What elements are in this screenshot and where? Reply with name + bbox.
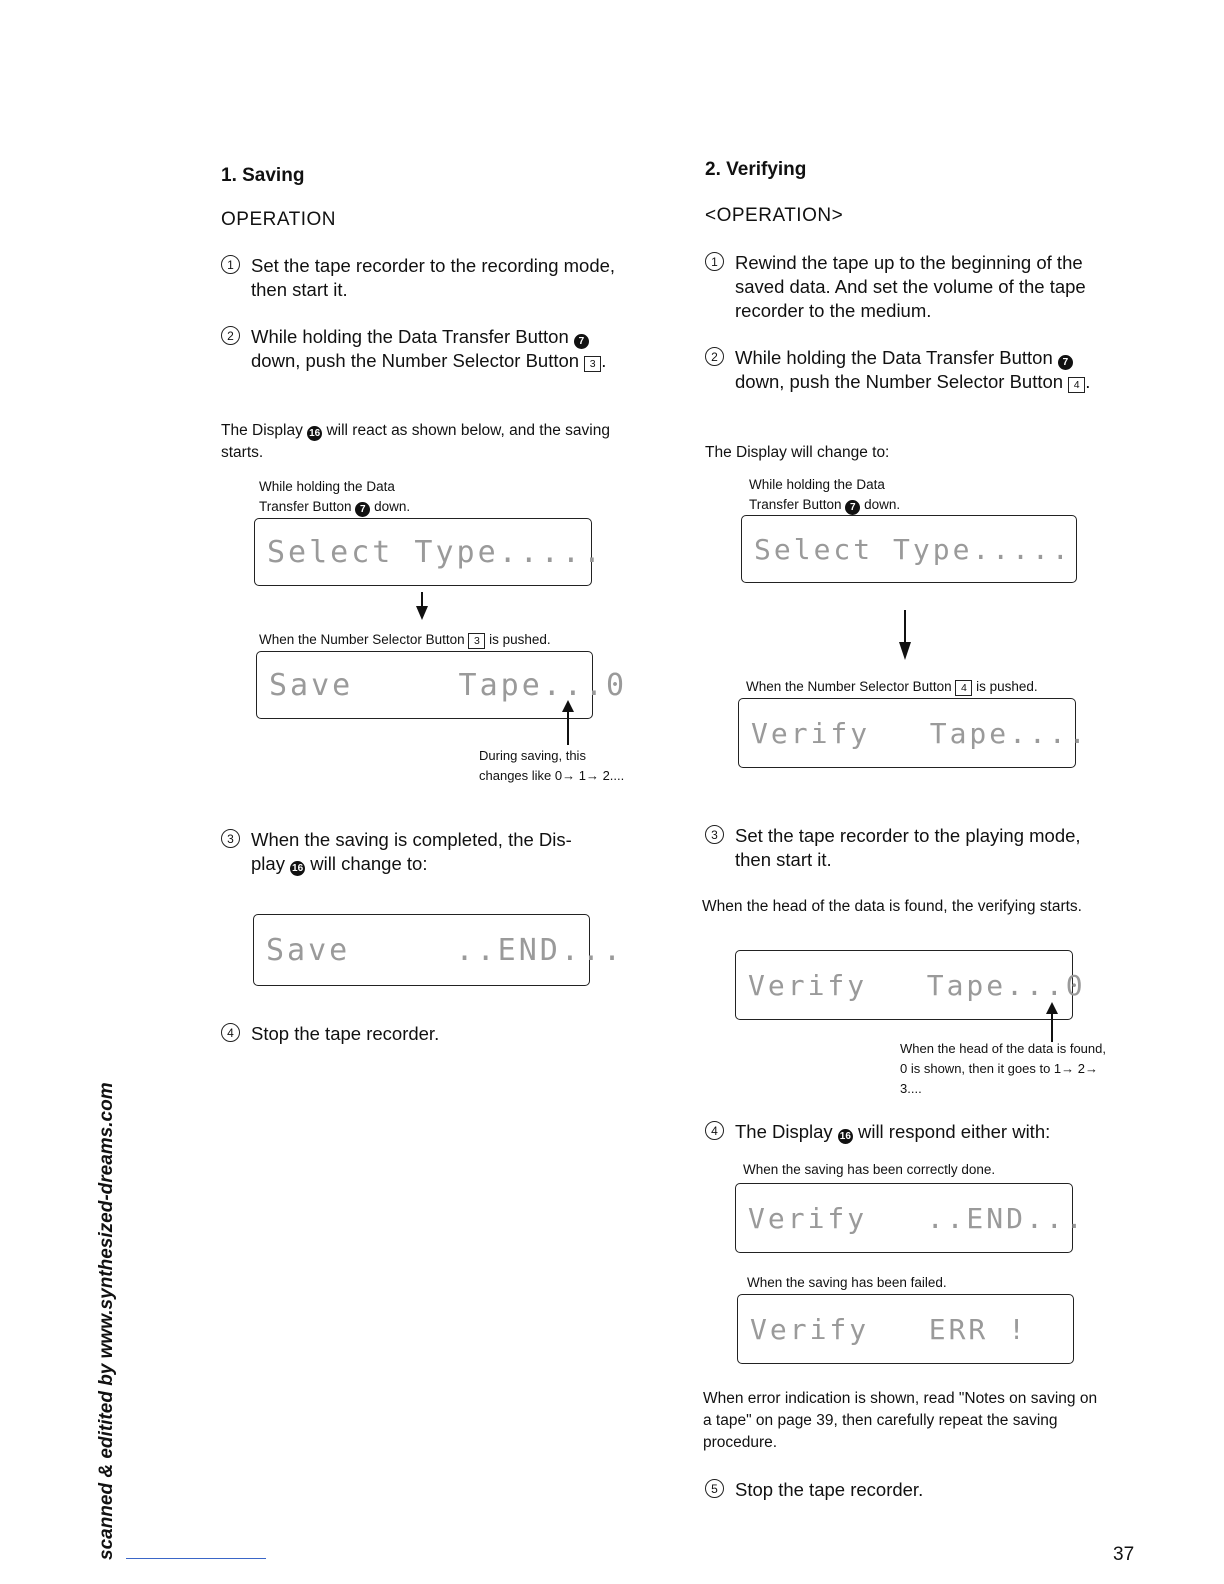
- verifying-step-5: [705, 1478, 1113, 1502]
- lcd-save-tape: [256, 651, 628, 719]
- saving-step-4: [221, 1022, 626, 1046]
- step-number-1: 1: [221, 255, 240, 274]
- verifying-step-3-text: Set the tape recorder to the playing mode, then start it.: [735, 825, 1081, 870]
- page-number: 37: [1113, 1544, 1135, 1565]
- saving-caption-2-b: is pushed.: [489, 632, 551, 647]
- lcd-verify-tape-text: Verify Tape....: [751, 716, 1089, 750]
- lcd-save-end: [253, 914, 625, 986]
- up-arrow-icon: [1051, 1012, 1053, 1042]
- lcd-select-type-text: Select Type.....: [267, 534, 604, 570]
- step-number-4: 4: [221, 1023, 240, 1042]
- lcd-verify-error-text: Verify ERR !: [750, 1312, 1029, 1346]
- number-selector-button-3: 3: [584, 356, 601, 372]
- saving-display-para: [221, 420, 629, 464]
- saving-caption-2: [259, 630, 639, 650]
- saving-heading: 1. Saving: [221, 165, 305, 186]
- verifying-caption-2-a: When the Number Selector Button: [746, 679, 952, 694]
- step-number-3: 3: [705, 825, 724, 844]
- saving-step-2-text-b: down, push the Number Selector Button: [251, 350, 580, 371]
- lcd-verify-tape-progress: [735, 950, 1086, 1020]
- saving-step-3-b: play: [251, 853, 285, 874]
- lcd-verify-tape-progress-text: Verify Tape...0: [748, 968, 1086, 1002]
- verifying-step-2-b: down, push the Number Selector Button: [735, 371, 1064, 392]
- step-number-4: 4: [705, 1121, 724, 1140]
- verifying-step-5-text: Stop the tape recorder.: [735, 1479, 924, 1500]
- saving-operation-label: OPERATION: [221, 209, 336, 230]
- verifying-operation-label: <OPERATION>: [705, 205, 844, 226]
- saving-display-para-a: The Display: [221, 422, 303, 439]
- verifying-caption-1-a: While holding the Data: [749, 477, 885, 492]
- lcd-save-end-text: Save ..END...: [266, 932, 625, 968]
- number-selector-button-4: 4: [1068, 377, 1085, 393]
- saving-step-2: 2 While holding the Data Transfer Button 7 down, push the Number Selector Button 3 .: [221, 325, 626, 373]
- lcd-verify-select-type-text: Select Type.....: [754, 532, 1072, 566]
- verifying-note: When the head of the data is found, 0 is shown, then it goes to 1→ 2→ 3....: [900, 1041, 1106, 1096]
- saving-step-1: [221, 254, 626, 302]
- display-badge: 16: [839, 1131, 851, 1142]
- saving-caption-1: [259, 477, 519, 517]
- step-number-5: 5: [705, 1479, 724, 1498]
- verifying-caption-1-b: Transfer Button: [749, 497, 842, 512]
- verifying-caption-2-b: is pushed.: [976, 679, 1038, 694]
- step-number-3: 3: [221, 829, 240, 848]
- lcd-select-type: [254, 518, 604, 586]
- display-badge: 16: [309, 428, 321, 439]
- saving-display-para-b: will react as shown below, and the saving starts.: [221, 422, 610, 461]
- caption-failed: When the saving has been failed.: [747, 1275, 947, 1290]
- saving-caption-2-a: When the Number Selector Button: [259, 632, 465, 647]
- saving-note: During saving, this changes like 0→ 1→ 2....: [479, 748, 625, 783]
- lcd-verify-end: [735, 1183, 1086, 1253]
- saving-caption-1-b: Transfer Button: [259, 499, 352, 514]
- lcd-verify-tape: [738, 698, 1089, 768]
- step-number-2: 2: [221, 326, 240, 345]
- verifying-caption-1-c: down.: [864, 497, 901, 512]
- display-badge: 16: [292, 863, 304, 874]
- verifying-step-4-b: will respond either with:: [857, 1121, 1051, 1142]
- verifying-caption-1: [749, 475, 1009, 515]
- verifying-step-2: 2 While holding the Data Transfer Button 7 down, push the Number Selector Button 4 .: [705, 346, 1113, 394]
- step-number-2: 2: [705, 347, 724, 366]
- saving-step-3: [221, 828, 626, 876]
- footer-rule: [126, 1558, 266, 1559]
- verifying-step-1: [705, 251, 1113, 323]
- verifying-step-3: [705, 824, 1113, 872]
- saving-caption-1-c: down.: [374, 499, 411, 514]
- lcd-verify-select-type: [741, 515, 1077, 583]
- lcd-verify-end-text: Verify ..END...: [748, 1201, 1086, 1235]
- verifying-caption-2: [746, 677, 1126, 697]
- data-transfer-button-badge: 7: [574, 334, 589, 349]
- verifying-step-4: [705, 1120, 1115, 1144]
- saving-step-3-a: When the saving is completed, the Dis-: [251, 829, 572, 850]
- data-transfer-button-badge: 7: [355, 502, 370, 517]
- sidebar-watermark: scanned & editited by www.synthesized-dreams.com: [96, 1082, 117, 1560]
- verifying-heading: 2. Verifying: [705, 159, 807, 180]
- down-arrow-head-icon: [416, 606, 428, 620]
- verifying-step-4-a: The Display: [735, 1121, 833, 1142]
- saving-step-1-text: Set the tape recorder to the recording mode, then start it.: [251, 255, 616, 300]
- data-transfer-button-badge: 7: [1058, 355, 1073, 370]
- down-arrow-icon: [904, 610, 906, 644]
- caption-correctly-done: When the saving has been correctly done.: [743, 1162, 996, 1177]
- saving-caption-1-a: While holding the Data: [259, 479, 395, 494]
- down-arrow-head-icon: [899, 642, 911, 660]
- error-para: When error indication is shown, read "Notes on saving on a tape" on page 39, then carefully repeat the saving procedure.: [703, 1390, 1098, 1451]
- verifying-step-2-a: While holding the Data Transfer Button: [735, 347, 1053, 368]
- verifying-step-1-text: Rewind the tape up to the beginning of the saved data. And set the volume of the tape recorder to the medium.: [735, 252, 1086, 321]
- lcd-save-tape-text: Save Tape...0: [269, 667, 628, 703]
- up-arrow-icon: [567, 710, 569, 745]
- verifying-display-para: The Display will change to:: [705, 444, 890, 461]
- saving-step-3-c: will change to:: [310, 853, 428, 874]
- data-transfer-button-badge: 7: [845, 500, 860, 515]
- lcd-verify-error: [737, 1294, 1074, 1364]
- saving-step-4-text: Stop the tape recorder.: [251, 1023, 440, 1044]
- step-number-1: 1: [705, 252, 724, 271]
- verifying-head-para: When the head of the data is found, the verifying starts.: [702, 898, 1082, 915]
- number-selector-button-4: 4: [955, 680, 972, 696]
- number-selector-button-3: 3: [468, 633, 485, 649]
- saving-step-2-text-a: While holding the Data Transfer Button: [251, 326, 569, 347]
